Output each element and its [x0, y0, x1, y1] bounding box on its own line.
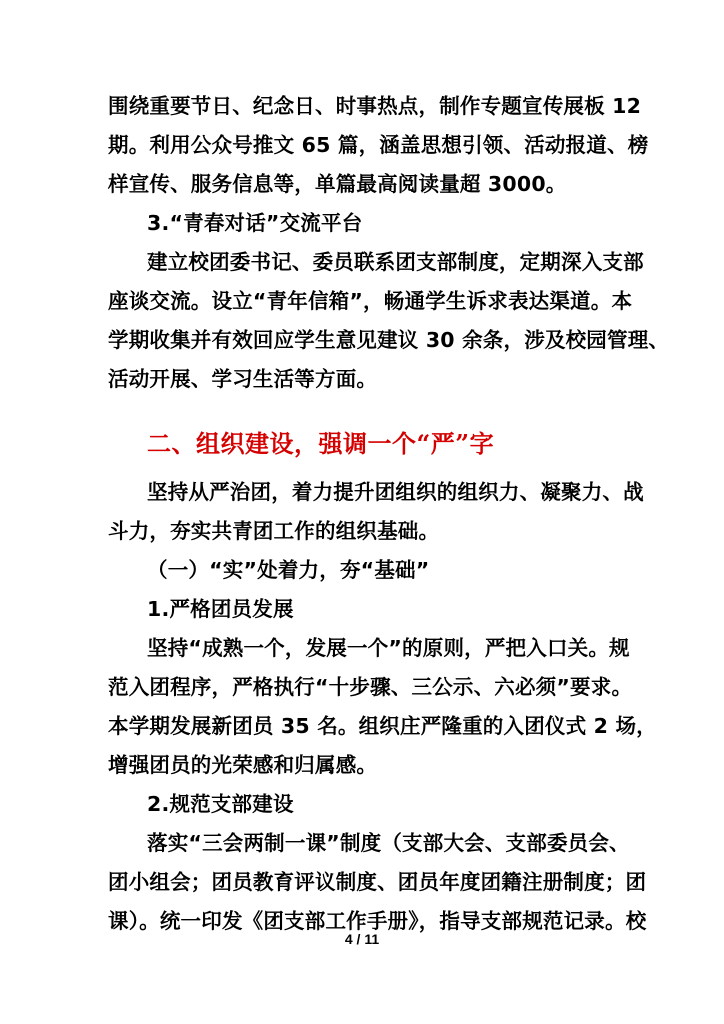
paragraph-line: 坚持从严治团，着力提升团组织的组织力、凝聚力、战	[147, 480, 644, 504]
paragraph-line: 团小组会；团员教育评议制度、团员年度团籍注册制度；团	[108, 870, 647, 894]
subsection-heading: 1.严格团员发展	[147, 597, 294, 621]
subsection-heading: 2.规范支部建设	[147, 792, 294, 816]
paragraph-line: 课）。统一印发《团支部工作手册》，指导支部规范记录。校	[108, 909, 647, 933]
paragraph-line: 期。利用公众号推文 65 篇，涵盖思想引领、活动报道、榜	[108, 133, 649, 157]
paragraph-line: 增强团员的光荣感和归属感。	[108, 753, 378, 777]
page-number: 4 / 11	[344, 931, 380, 947]
paragraph-line: 建立校团委书记、委员联系团支部制度，定期深入支部	[147, 250, 644, 274]
paragraph-line: 本学期发展新团员 35 名。组织庄严隆重的入团仪式 2 场，	[108, 714, 657, 738]
paragraph-line: 围绕重要节日、纪念日、时事热点，制作专题宣传展板 12	[108, 94, 642, 118]
paragraph-line: 范入团程序，严格执行“十步骤、三公示、六必须”要求。	[108, 675, 633, 699]
subsection-heading: （一）“实”处着力，夯“基础”	[147, 558, 430, 582]
paragraph-line: 斗力，夯实共青团工作的组织基础。	[108, 519, 440, 543]
paragraph-line: 活动开展、学习生活等方面。	[108, 367, 378, 391]
subsection-heading: 3.“青春对话”交流平台	[147, 211, 363, 235]
section-heading: 二、组织建设，强调一个“严”字	[147, 429, 495, 458]
paragraph-line: 学期收集并有效回应学生意见建议 30 余条，涉及校园管理、	[108, 328, 670, 352]
paragraph-line: 落实“三会两制一课”制度（支部大会、支部委员会、	[147, 831, 630, 855]
paragraph-line: 坚持“成熟一个，发展一个”的原则，严把入口关。规	[147, 636, 630, 660]
paragraph-line: 样宣传、服务信息等，单篇最高阅读量超 3000。	[108, 172, 567, 196]
paragraph-line: 座谈交流。设立“青年信箱”，畅通学生诉求表达渠道。本	[108, 289, 633, 313]
